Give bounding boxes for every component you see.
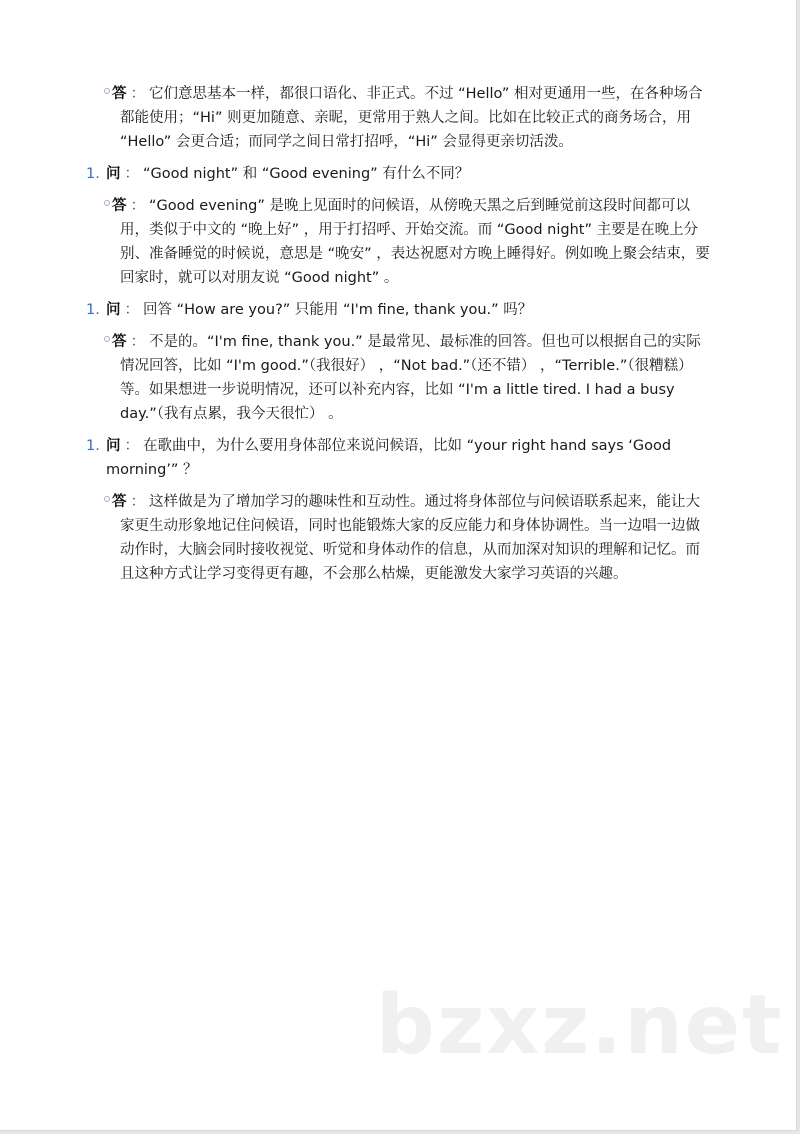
answer-label: 答 (112, 334, 127, 350)
watermark: bzxz.net (376, 978, 784, 1073)
separator: ： (130, 494, 145, 510)
question-text: 在歌曲中，为什么要用身体部位来说问候语，比如 “your right hand says ‘Good morning’” ？ (106, 438, 672, 478)
question-number: 1. (86, 302, 100, 318)
answer-bullet-icon (104, 198, 112, 214)
answer-text: 它们意思基本一样，都很口语化、非正式。不过 “Hello” 相对更通用一些，在各种场合都能使用；“Hi” 则更加随意、亲昵，更常用于熟人之间。比如在比较正式的商务场合，用 “Hello” 会更合适；而同学之间日常打招呼，“Hi” 会显得更亲切活泼。 (120, 86, 703, 150)
answer-label: 答 (112, 494, 127, 510)
question-label: 问 (106, 166, 121, 182)
answer-item (100, 82, 710, 154)
answer-item (100, 490, 710, 586)
answer-item (100, 330, 710, 426)
separator: ： (130, 198, 145, 214)
answer-bullet-icon (104, 86, 112, 102)
separator: ： (124, 302, 139, 318)
separator: ： (130, 334, 145, 350)
answer-bullet-icon (104, 334, 112, 350)
question-number: 1. (86, 166, 100, 182)
question-text: 回答 “How are you?” 只能用 “I'm fine, thank you.” 吗？ (143, 302, 533, 318)
answer-label: 答 (112, 198, 127, 214)
answer-bullet-icon (104, 494, 112, 510)
question-item (86, 434, 710, 482)
question-label: 问 (106, 302, 121, 318)
answer-text: 这样做是为了增加学习的趣味性和互动性。通过将身体部位与问候语联系起来，能让大家更生动形象地记住问候语，同时也能锻炼大家的反应能力和身体协调性。当一边唱一边做动作时，大脑会同时接收视觉、听觉和身体动作的信息，从而加深对知识的理解和记忆。而且这种方式让学习变得更有趣，不会那么枯燥，更能激发大家学习英语的兴趣。 (120, 494, 700, 582)
question-number: 1. (86, 438, 100, 454)
question-label: 问 (106, 438, 121, 454)
answer-text: 不是的。“I'm fine, thank you.” 是最常见、最标准的回答。但也可以根据自己的实际情况回答，比如 “I'm good.”（我很好） ，“Not bad.”（还不错） ，“Terrible.”（很糟糕） 等。如果想进一步说明情况，还可以补充内容，比如 “I'm a little tired. I had a busy day.”（我有点累，我今天很忙） 。 (120, 334, 701, 422)
answer-item (100, 194, 710, 290)
separator: ： (124, 166, 139, 182)
answer-label: 答 (112, 86, 127, 102)
question-item (86, 298, 710, 322)
answer-text: “Good evening” 是晚上见面时的问候语，从傍晚天黑之后到睡觉前这段时间都可以用，类似于中文的 “晚上好” ，用于打招呼、开始交流。而 “Good night” 主要是在晚上分别、准备睡觉的时候说，意思是 “晚安” ，表达祝愿对方晚上睡得好。例如晚上聚会结束，要回家时，就可以对朋友说 “Good night” 。 (120, 198, 710, 286)
separator: ： (124, 438, 139, 454)
qa-content (86, 82, 710, 594)
question-item (86, 162, 710, 186)
separator: ： (130, 86, 145, 102)
question-text: “Good night” 和 “Good evening” 有什么不同？ (143, 166, 470, 182)
